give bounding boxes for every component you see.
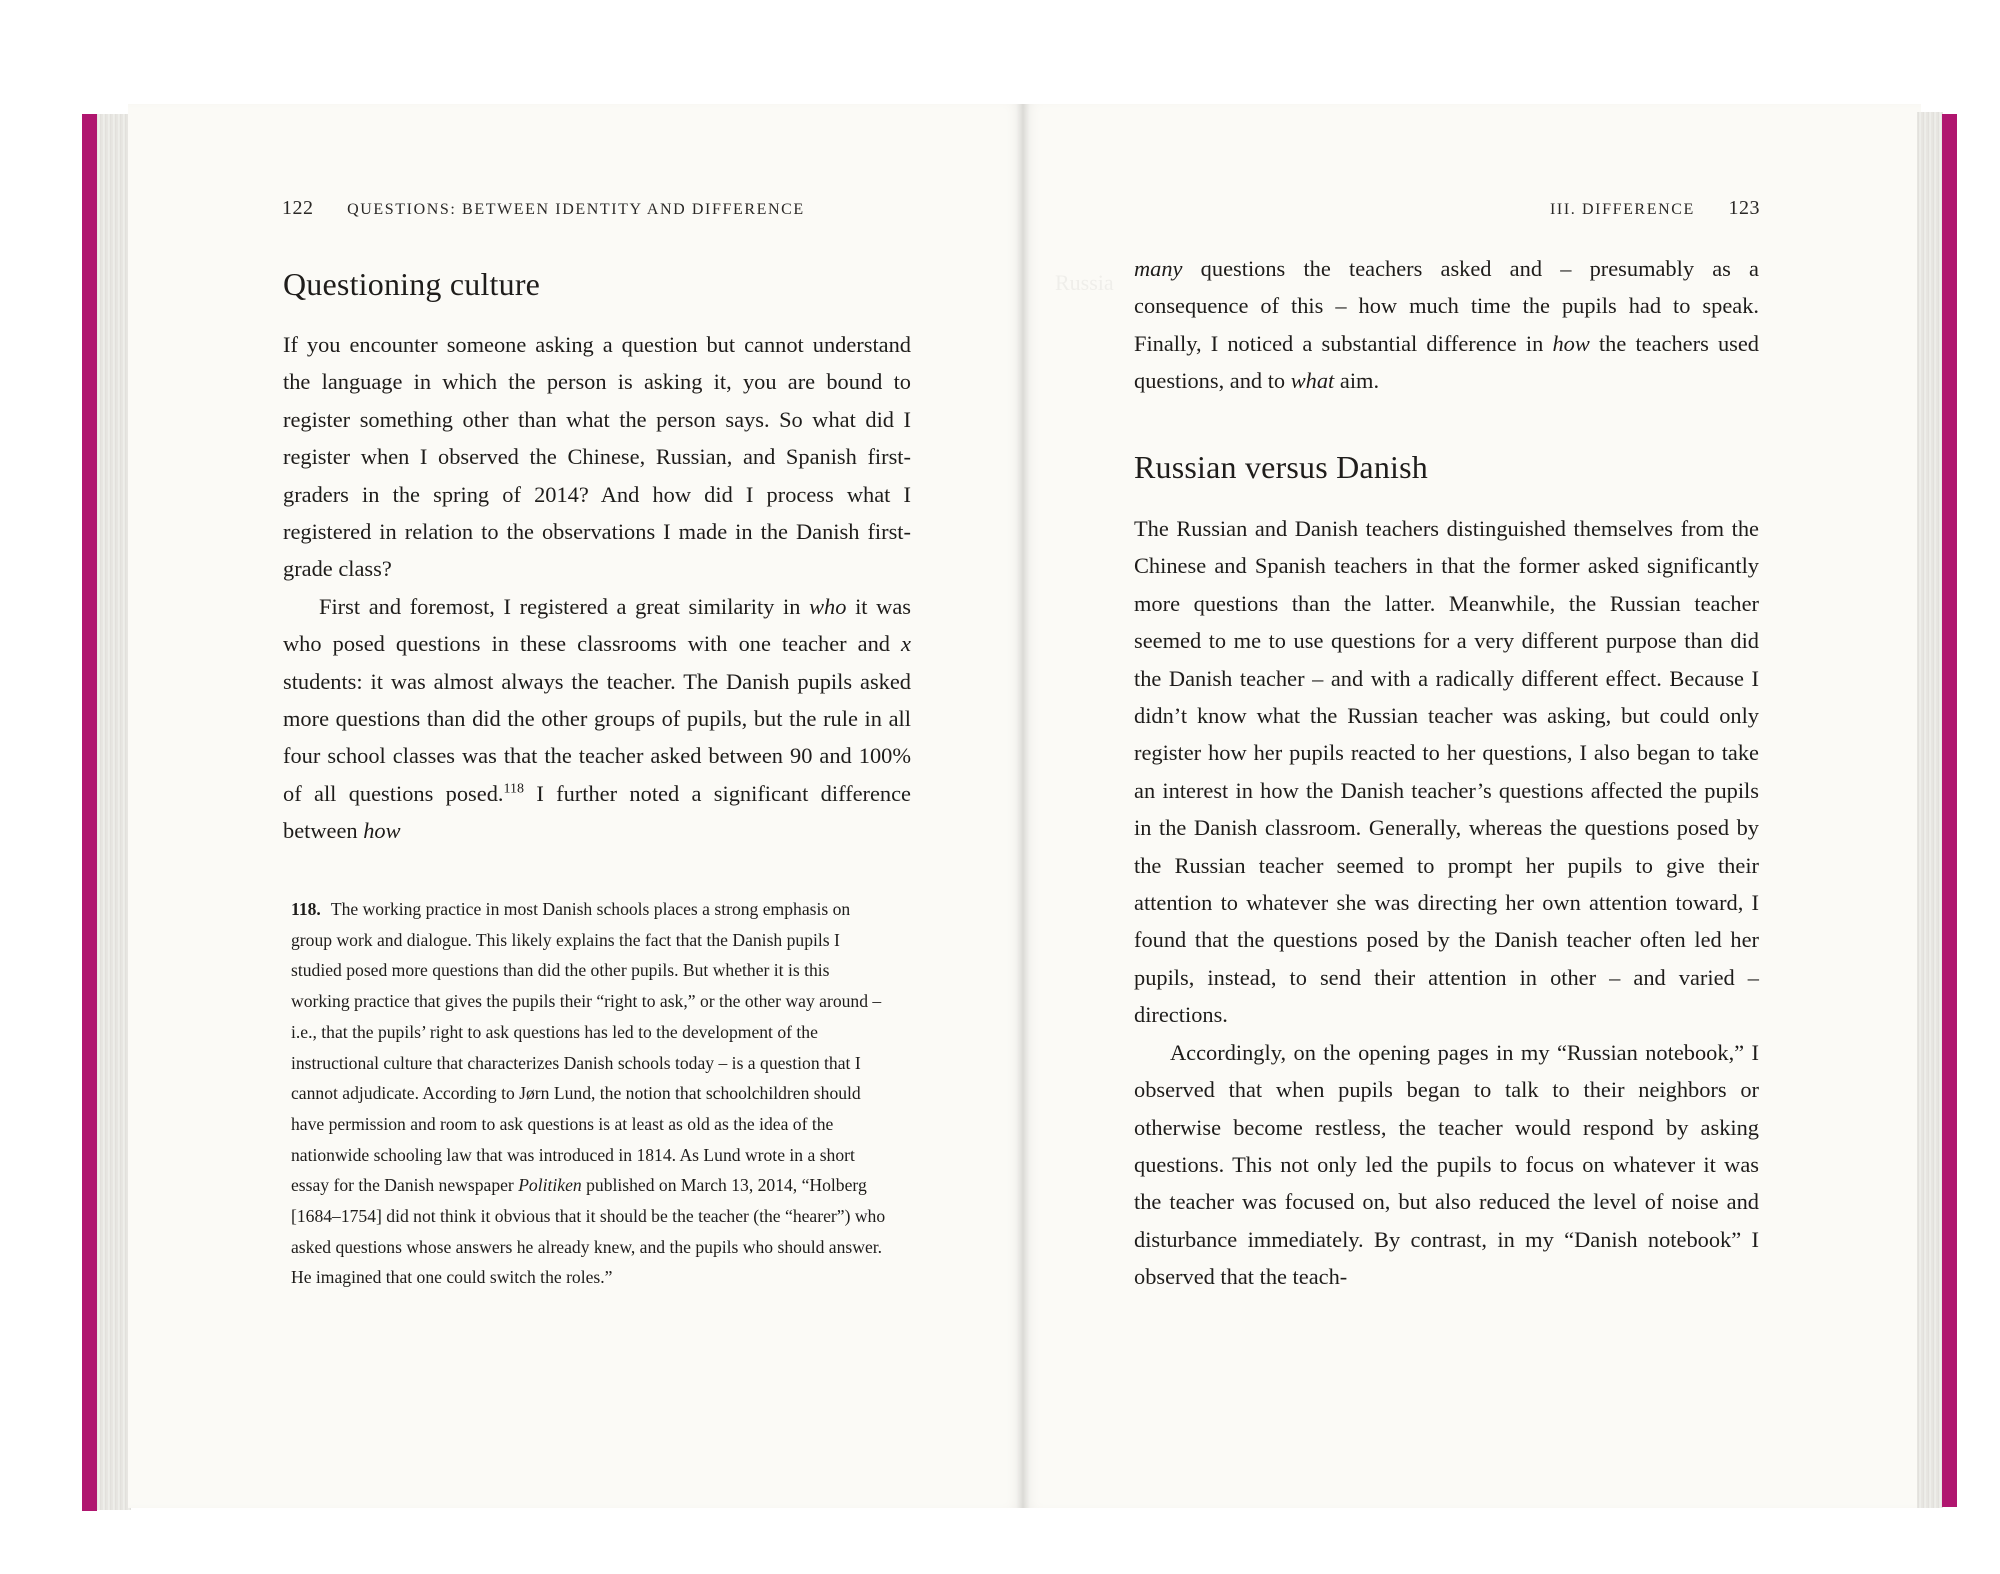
paragraph-questioning-intro: If you encounter someone asking a question but cannot understand the language in which the person is asking it, you are bound to register something other than what the person says. So what did I register when I observed the Chinese, Russian, and Spanish first-graders in the spring of 2014? And how did I process what I registered in relation to the observations I made in the Danish first-grade class? <box>283 332 911 582</box>
paragraph-text: it was who posed questions in these classrooms with one teacher and <box>283 593 911 657</box>
footnote-text: The working practice in most Danish schools places a strong emphasis on group work and dialogue. This likely explains the fact that the Danish pupils I studied posed more questions than did the other pupils. But whether it is this working practice that gives the pupils their “right to ask,” or the other way around – i.e., that the pupils’ right to ask questions has led to the development of the instructional culture that characterizes Danish schools today – is a question that I cannot adjudicate. According to Jørn Lund, the notion that schoolchildren should have permission and room to ask questions is at least as old as the idea of the nationwide schooling law that was introduced in 1814. As Lund wrote in a short essay for the Danish newspaper <box>291 899 882 1196</box>
running-head-left <box>282 197 805 220</box>
paragraph-text: aim. <box>1334 368 1380 394</box>
paragraph-russian-danish: The Russian and Danish teachers distinguished themselves from the Chinese and Spanish teachers in that the former asked significantly more questions than the latter. Meanwhile, the Russian teacher seemed to me to use questions for a very different purpose than did the Danish teacher – and with a radically different effect. Because I didn’t know what the Russian teacher was asking, but could only register how her pupils reacted to her questions, I also began to take an interest in how the Danish teacher’s questions affected the pupils in the Danish classroom. Generally, whereas the questions posed by the Russian teacher seemed to prompt her pupils to give their attention to whatever she was directing her own attention toward, I found that the questions posed by the Danish teacher often led her pupils, instead, to send their attention in other – and varied – directions. <box>1134 516 1759 1028</box>
running-head-right <box>1550 197 1760 220</box>
footnote-number: 118. <box>291 899 321 919</box>
paragraph-continued <box>1134 250 1759 400</box>
book-gutter <box>1016 104 1030 1508</box>
footnote-118 <box>291 894 891 1293</box>
section-heading-right: Russian versus Danish <box>1134 449 1428 485</box>
paragraph-text: First and foremost, I registered a great similarity in <box>319 593 810 619</box>
footnote-italic-title: Politiken <box>518 1175 582 1196</box>
section-heading-left: Questioning culture <box>283 266 541 302</box>
italic-term: who <box>809 593 847 619</box>
italic-term: x <box>901 631 911 657</box>
page-stack-right <box>1917 112 1943 1508</box>
italic-term: how <box>1552 330 1590 356</box>
paragraph-text: questions the teachers asked and – presumably as a consequence of this – how much time the pupils had to speak. Finally, I noticed a substantial difference in <box>1134 256 1759 356</box>
paragraph-similarity <box>283 588 911 850</box>
italic-term: many <box>1134 256 1183 281</box>
running-title-right: III. DIFFERENCE <box>1550 201 1695 218</box>
italic-term: how <box>363 818 401 844</box>
body-text-right-continued <box>1134 250 1759 400</box>
body-text-right <box>1134 510 1759 1296</box>
paragraph-text: I further noted a significant difference between <box>283 780 911 844</box>
body-text-left <box>283 326 911 850</box>
show-through-heading: Russia <box>1055 270 1114 295</box>
paragraph-text: the teachers used questions, and to <box>1134 330 1759 394</box>
paragraph-notebooks: Accordingly, on the opening pages in my “Russian notebook,” I observed that when pupils began to talk to their neighbors or otherwise become restless, the teacher would respond by asking questions. This not only led the pupils to focus on whatever it was the teacher was focused on, but also reduced the level of noise and disturbance immediately. By contrast, in my “Danish notebook” I observed that the teach- <box>1134 1039 1759 1290</box>
footnote-reference: 118 <box>503 781 524 797</box>
book-edge-left <box>82 114 97 1511</box>
page-stack-left <box>97 114 131 1510</box>
running-title-left: QUESTIONS: BETWEEN IDENTITY AND DIFFERENCE <box>347 201 805 218</box>
page-number-left: 122 <box>282 197 314 219</box>
paragraph-text: students: it was almost always the teacher. The Danish pupils asked more questions than did the other groups of pupils, but the rule in all four school classes was that the teacher asked between 90 and 100% of all questions posed. <box>283 668 911 806</box>
book-edge-right <box>1942 114 1957 1507</box>
page-number-right: 123 <box>1728 197 1760 219</box>
italic-term: what <box>1290 368 1335 394</box>
footnote-text: published on March 13, 2014, “Holberg [1684–1754] did not think it obvious that it should be the teacher (the “hearer”) who asked questions whose answers he already knew, and the pupils who should answer. He imagined that one could switch the roles.” <box>291 1175 886 1288</box>
